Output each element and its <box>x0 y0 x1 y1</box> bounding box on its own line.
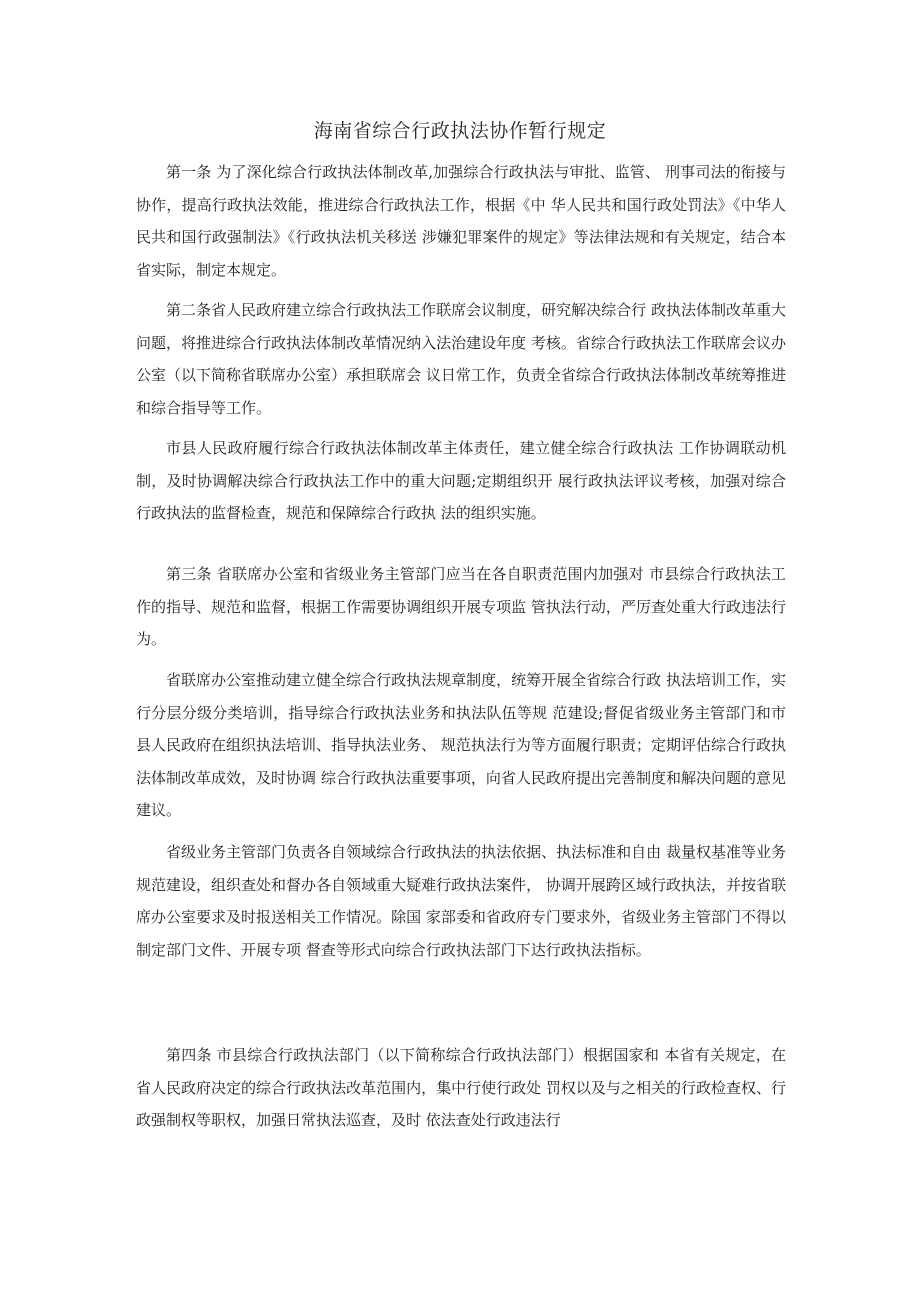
article-3-paragraph: 第三条 省联席办公室和省级业务主管部门应当在各自职责范围内加强对 市县综合行政执法工作的指导、规范和监督，根据工作需要协调组织开展专项监 管执法行动，严厉查处重大行政违法行为。 <box>136 565 786 648</box>
article-1-paragraph: 第一条 为了深化综合行政执法体制改革,加强综合行政执法与审批、监管、 刑事司法的衔接与协作，提高行政执法效能，推进综合行政执法工作，根据《中 华人民共和国行政处罚法》《中华人民共和国行政强制法》《行政执法机关移送 涉嫌犯罪案件的规定》等法律法规和有关规定，结合本省实际，制定本规定。 <box>136 163 786 279</box>
article-2-paragraph: 第二条省人民政府建立综合行政执法工作联席会议制度，研究解决综合行 政执法体制改革重大问题，将推进综合行政执法体制改革情况纳入法治建设年度 考核。省综合行政执法工作联席会议办公室（以下简称省联席办公室）承担联席会 议日常工作，负责全省综合行政执法体制改革统筹推进和综合指导等工作。 <box>136 301 786 417</box>
article-3-paragraph-3: 省级业务主管部门负责各自领域综合行政执法的执法依据、执法标准和自由 裁量权基准等业务规范建设，组织查处和督办各自领域重大疑难行政执法案件， 协调开展跨区域行政执法，并按省联席办公室要求及时报送相关工作情况。除国 家部委和省政府专门要求外，省级业务主管部门不得以制定部门文件、开展专项 督查等形式向综合行政执法部门下达行政执法指标。 <box>136 843 786 959</box>
article-4-paragraph: 第四条 市县综合行政执法部门（以下简称综合行政执法部门）根据国家和 本省有关规定，在省人民政府决定的综合行政执法改革范围内，集中行使行政处 罚权以及与之相关的行政检查权、行政强制权等职权，加强日常执法巡查，及时 依法查处行政违法行 <box>136 1046 786 1129</box>
article-2-paragraph-2: 市县人民政府履行综合行政执法体制改革主体责任，建立健全综合行政执法 工作协调联动机制，及时协调解决综合行政执法工作中的重大问题;定期组织开 展行政执法评议考核，加强对综合行政执法的监督检查，规范和保障综合行政执 法的组织实施。 <box>136 439 786 522</box>
document-title: 海南省综合行政执法协作暂行规定 <box>313 120 607 142</box>
article-3-paragraph-2: 省联席办公室推动建立健全综合行政执法规章制度，统筹开展全省综合行政 执法培训工作，实行分层分级分类培训，指导综合行政执法业务和执法队伍等规 范建设;督促省级业务主管部门和市县人民政府在组织执法培训、指导执法业务、 规范执法行为等方面履行职责；定期评估综合行政执法体制改革成效，及时协调 综合行政执法重要事项，向省人民政府提出完善制度和解决问题的意见建议。 <box>136 671 786 819</box>
